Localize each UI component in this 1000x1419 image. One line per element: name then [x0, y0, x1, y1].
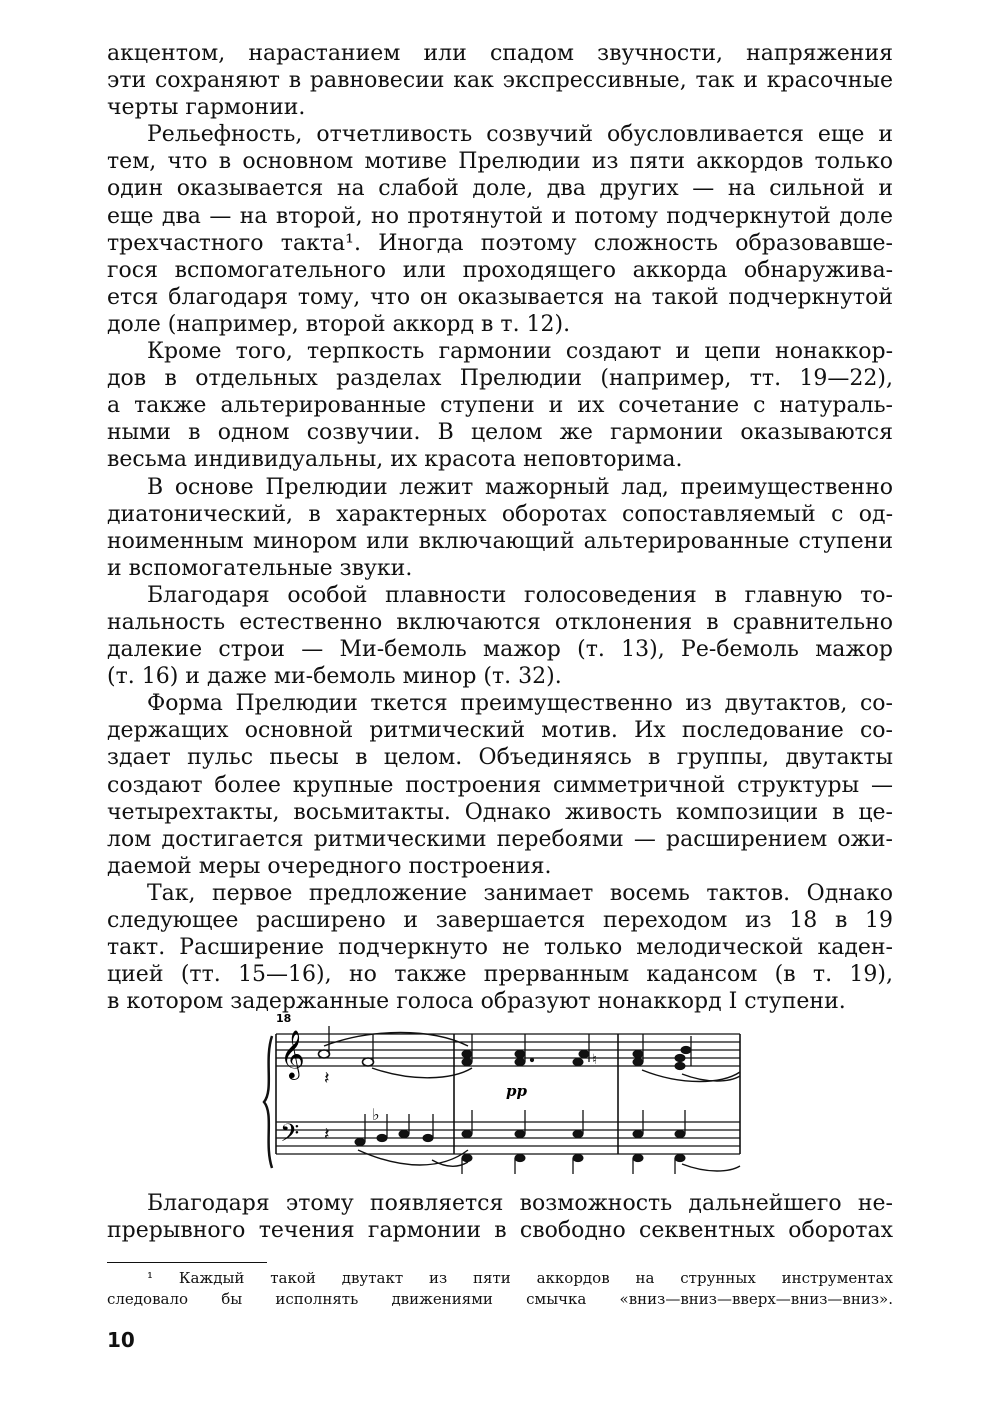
dynamic-marking: pp: [506, 1082, 527, 1100]
text-line: Рельефность, отчетливость созвучий обусловливается еще и: [147, 122, 893, 148]
bass-staff: [276, 1122, 740, 1154]
text-line: Кроме того, терпкость гармонии создают и цепи нонаккор-: [147, 339, 893, 365]
svg-text:♮: ♮: [592, 1052, 598, 1068]
main-text: [107, 40, 893, 1015]
text-line: в котором задержанные голоса образуют нонаккорд I ступени.: [107, 989, 846, 1015]
text-line: ноименным минором или включающий альтерированные ступени: [107, 528, 893, 554]
text-line: цией (тт. 15—16), но также прерванным кадансом (в т. 19),: [107, 962, 893, 988]
text-line: Благодаря этому появляется возможность дальнейшего не-: [147, 1191, 893, 1216]
paragraph-3: [107, 338, 893, 473]
text-line: весьма индивидуальны, их красота неповторима.: [107, 447, 683, 473]
footnote-line: ¹ Каждый такой двутакт из пяти аккордов на струнных инструментах: [147, 1269, 893, 1287]
text-line: далекие строи — Ми-бемоль мажор (т. 13), Ре-бемоль мажор: [107, 637, 893, 663]
text-line: прерывного течения гармонии в свободно секвентных оборотах: [107, 1218, 893, 1244]
text-line: создают более крупные построения симметричной структуры —: [107, 772, 893, 798]
brace: [264, 1036, 272, 1168]
text-line: даемой меры очередного построения.: [107, 853, 552, 879]
footnote-divider: [107, 1262, 267, 1263]
text-line: нальность естественно включаются отклонения в сравнительно: [107, 609, 893, 635]
music-example: [262, 1010, 742, 1178]
text-line: лом достигается ритмическими перебоями — расширением ожи-: [107, 826, 893, 852]
text-line: ными в одном созвучии. В целом же гармонии оказываются: [107, 420, 893, 446]
text-line: один оказывается на слабой доле, два других — на сильной и: [107, 176, 893, 202]
text-line: держащих основной ритмический мотив. Их последование со-: [107, 718, 893, 744]
text-line: В основе Прелюдии лежит мажорный лад, преимущественно: [147, 474, 893, 500]
text-line: а также альтерированные ступени и их сочетание с натураль-: [107, 393, 893, 419]
text-line: гося вспомогательного или проходящего аккорда обнаружива-: [107, 257, 893, 283]
text-line: черты гармонии.: [107, 95, 306, 121]
text-line: еще два — на второй, но протянутой и потому подчеркнутой доле: [107, 203, 893, 229]
bass-clef-icon: 𝄢: [280, 1119, 300, 1154]
svg-text:𝄽: 𝄽: [324, 1068, 330, 1089]
footnote: [107, 1268, 893, 1310]
text-line: четырехтакты, восьмитакты. Однако живость композиции в це-: [107, 799, 893, 825]
page-number: 10: [107, 1328, 135, 1352]
bass-notes: [324, 1105, 685, 1174]
paragraph-after-music: [107, 1190, 893, 1244]
text-line: (т. 16) и даже ми-бемоль минор (т. 32).: [107, 664, 562, 690]
text-line: эти сохраняют в равновесии как экспрессивные, так и красочные: [107, 68, 893, 94]
text-line: здает пульс пьесы в целом. Объединяясь в группы, двутакты: [107, 745, 893, 771]
text-line: Форма Прелюдии ткется преимущественно из двутактов, со-: [147, 691, 893, 717]
text-line: и вспомогательные звуки.: [107, 555, 413, 581]
text-line: доле (например, второй аккорд в т. 12).: [107, 311, 571, 337]
measure-number: 18: [276, 1012, 292, 1025]
footnote-line: следовало бы исполнять движениями смычка «вниз—вниз—вверх—вниз—вниз».: [107, 1290, 893, 1308]
text-line: тем, что в основном мотиве Прелюдии из пяти аккордов только: [107, 149, 893, 175]
paragraph-4: [107, 474, 893, 582]
text-line: ется благодаря тому, что он оказывается на такой подчеркнутой: [107, 284, 893, 310]
text-line: следующее расширено и завершается переходом из 18 в 19: [107, 908, 893, 933]
paragraph-5: [107, 582, 893, 690]
text-line: Благодаря особой плавности голосоведения в главную то-: [147, 582, 893, 608]
paragraph-1: [107, 40, 893, 121]
text-line: диатонический, в характерных оборотах сопоставляемый с од-: [107, 501, 893, 527]
text-line: акцентом, нарастанием или спадом звучности, напряжения: [107, 41, 893, 66]
svg-text:♭: ♭: [372, 1105, 380, 1124]
treble-clef-icon: 𝄞: [280, 1029, 305, 1078]
paragraph-7: [107, 880, 893, 1015]
svg-text:𝄽: 𝄽: [324, 1124, 330, 1145]
paragraph-6: [107, 690, 893, 880]
text-line: трехчастного такта¹. Иногда поэтому сложность образовавше-: [107, 230, 893, 256]
text-line: такт. Расширение подчеркнуто не только мелодической каден-: [107, 935, 893, 961]
text-line: дов в отдельных разделах Прелюдии (например, тт. 19—22),: [107, 366, 893, 392]
text-line: Так, первое предложение занимает восемь тактов. Однако: [147, 880, 893, 906]
paragraph-2: [107, 121, 893, 338]
